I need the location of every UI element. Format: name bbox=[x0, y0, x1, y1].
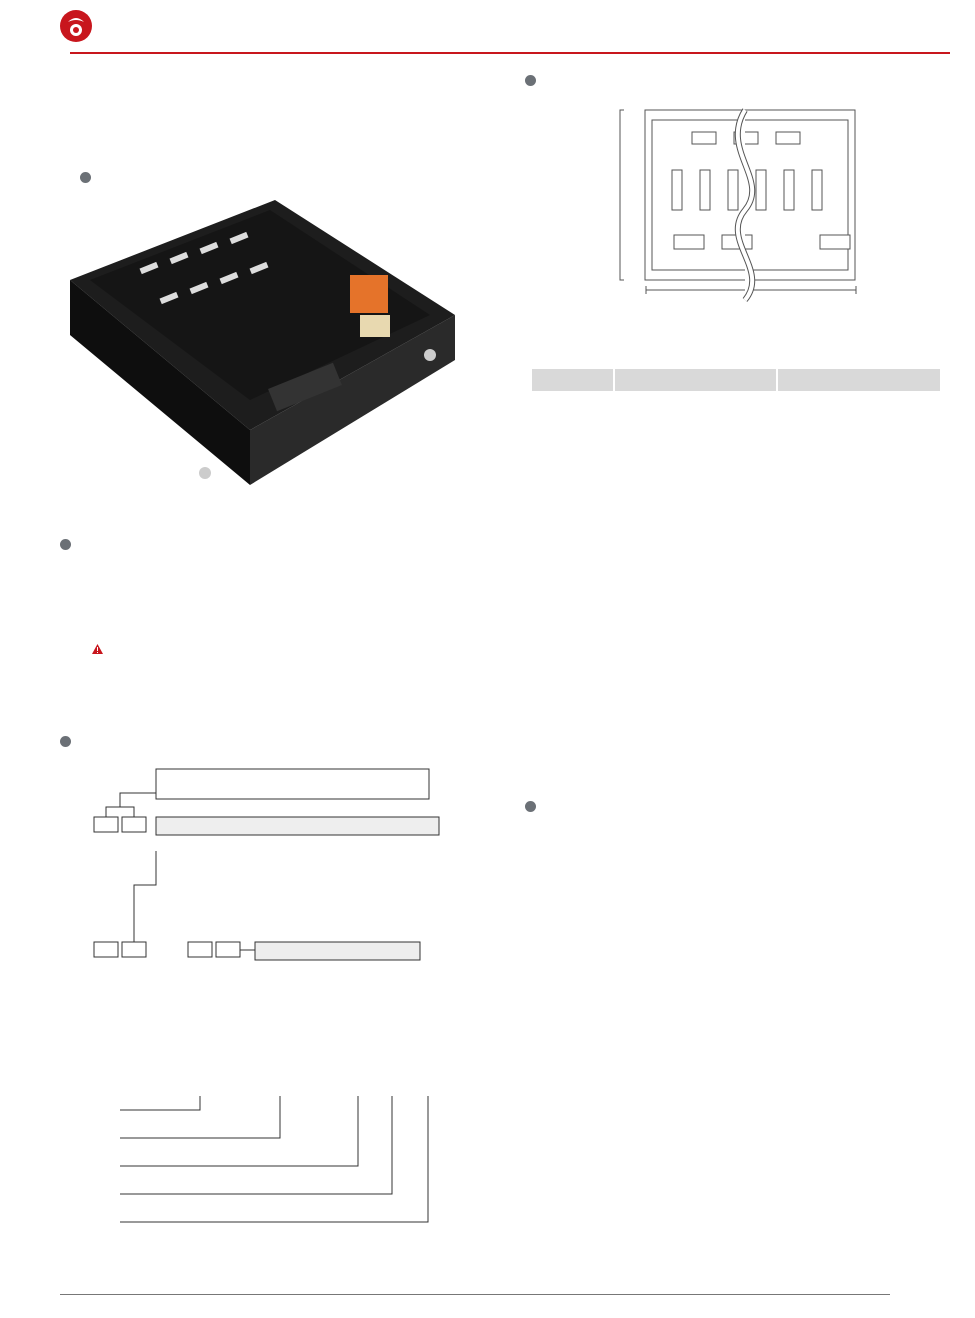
model-code-explain bbox=[100, 1096, 460, 1246]
bullet-icon bbox=[80, 172, 91, 183]
wiring-diagram bbox=[90, 765, 450, 1000]
bullet-icon bbox=[60, 539, 71, 550]
notice-heading bbox=[92, 644, 107, 654]
shape-diagram bbox=[610, 100, 880, 310]
bullet-icon bbox=[525, 75, 536, 86]
footer-divider bbox=[60, 1294, 890, 1295]
warning-icon bbox=[92, 644, 103, 654]
spec-header-size bbox=[614, 369, 778, 391]
product-photo bbox=[60, 195, 460, 495]
bullet-icon bbox=[525, 801, 536, 812]
bullet-icon bbox=[60, 736, 71, 747]
spec-table bbox=[532, 369, 942, 391]
section-circuit bbox=[60, 727, 81, 747]
section-product-map bbox=[80, 163, 101, 183]
spec-header-channel bbox=[532, 369, 614, 391]
sanwo-logo-icon bbox=[58, 8, 94, 44]
section-characteristic bbox=[60, 530, 81, 550]
section-module bbox=[525, 792, 546, 812]
header-divider bbox=[70, 52, 950, 54]
spec-header-weight bbox=[777, 369, 941, 391]
section-shape bbox=[525, 66, 546, 86]
